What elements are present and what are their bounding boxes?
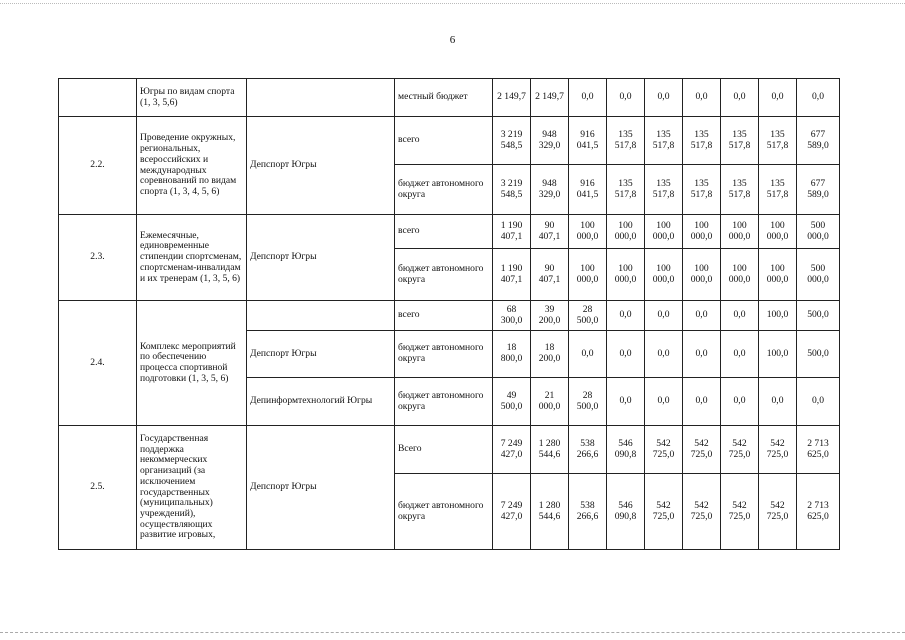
responsible-executor: Депинформтехнологий Югры xyxy=(247,378,395,426)
value-cell: 135 517,8 xyxy=(683,165,721,215)
value-cell: 0,0 xyxy=(759,378,797,426)
value-cell: 49 500,0 xyxy=(493,378,531,426)
event-name: Комплекс мероприятий по обеспечению процесса спортивной подготовки (1, 3, 5, 6) xyxy=(137,301,247,426)
funding-source: бюджет автономного округа xyxy=(395,378,493,426)
value-cell: 90 407,1 xyxy=(531,215,569,249)
budget-table xyxy=(58,78,840,550)
value-cell: 100 000,0 xyxy=(683,215,721,249)
value-cell: 0,0 xyxy=(569,331,607,378)
value-cell: 0,0 xyxy=(645,79,683,117)
value-cell: 135 517,8 xyxy=(759,117,797,165)
value-cell: 135 517,8 xyxy=(721,117,759,165)
funding-source: всего xyxy=(395,301,493,331)
value-cell: 0,0 xyxy=(607,378,645,426)
row-number: 2.3. xyxy=(59,215,137,301)
responsible-executor: Депспорт Югры xyxy=(247,331,395,378)
value-cell: 100 000,0 xyxy=(759,249,797,301)
page-number: 6 xyxy=(449,34,456,46)
value-cell: 0,0 xyxy=(645,378,683,426)
table-row xyxy=(59,301,840,331)
value-cell: 542 725,0 xyxy=(759,426,797,474)
value-cell: 21 000,0 xyxy=(531,378,569,426)
value-cell: 135 517,8 xyxy=(721,165,759,215)
value-cell: 916 041,5 xyxy=(569,117,607,165)
funding-source: бюджет автономного округа xyxy=(395,331,493,378)
value-cell: 100 000,0 xyxy=(721,249,759,301)
value-cell: 100 000,0 xyxy=(759,215,797,249)
value-cell: 0,0 xyxy=(797,79,840,117)
value-cell: 0,0 xyxy=(683,301,721,331)
value-cell: 1 190 407,1 xyxy=(493,249,531,301)
value-cell: 100 000,0 xyxy=(683,249,721,301)
value-cell: 7 249 427,0 xyxy=(493,474,531,550)
value-cell: 3 219 548,5 xyxy=(493,117,531,165)
value-cell: 2 713 625,0 xyxy=(797,474,840,550)
value-cell: 135 517,8 xyxy=(607,117,645,165)
value-cell: 135 517,8 xyxy=(683,117,721,165)
value-cell: 0,0 xyxy=(607,331,645,378)
table-row xyxy=(59,117,840,165)
value-cell: 542 725,0 xyxy=(683,474,721,550)
value-cell: 916 041,5 xyxy=(569,165,607,215)
row-number: 2.5. xyxy=(59,426,137,550)
value-cell: 1 190 407,1 xyxy=(493,215,531,249)
value-cell: 18 800,0 xyxy=(493,331,531,378)
value-cell: 0,0 xyxy=(683,378,721,426)
value-cell: 0,0 xyxy=(797,378,840,426)
value-cell: 500 000,0 xyxy=(797,215,840,249)
value-cell: 100 000,0 xyxy=(645,249,683,301)
responsible-executor: Депспорт Югры xyxy=(247,117,395,215)
row-number: 2.4. xyxy=(59,301,137,426)
value-cell: 0,0 xyxy=(721,301,759,331)
value-cell: 948 329,0 xyxy=(531,117,569,165)
value-cell: 39 200,0 xyxy=(531,301,569,331)
responsible-executor xyxy=(247,301,395,331)
value-cell: 7 249 427,0 xyxy=(493,426,531,474)
value-cell: 100 000,0 xyxy=(569,215,607,249)
table-row xyxy=(59,79,840,117)
row-number xyxy=(59,79,137,117)
value-cell: 1 280 544,6 xyxy=(531,426,569,474)
row-number: 2.2. xyxy=(59,117,137,215)
event-name: Государственная поддержка некоммерческих организаций (за исключением государственных (муниципальных) учреждений), осуществляющих развитие игровых, xyxy=(137,426,247,550)
value-cell: 542 725,0 xyxy=(683,426,721,474)
value-cell: 0,0 xyxy=(721,331,759,378)
value-cell: 0,0 xyxy=(683,331,721,378)
value-cell: 0,0 xyxy=(721,378,759,426)
value-cell: 68 300,0 xyxy=(493,301,531,331)
scan-edge-bottom xyxy=(0,632,905,633)
value-cell: 538 266,6 xyxy=(569,426,607,474)
value-cell: 0,0 xyxy=(759,79,797,117)
value-cell: 0,0 xyxy=(607,79,645,117)
value-cell: 948 329,0 xyxy=(531,165,569,215)
scan-edge-top xyxy=(0,3,905,4)
value-cell: 0,0 xyxy=(569,79,607,117)
value-cell: 2 149,7 xyxy=(493,79,531,117)
value-cell: 18 200,0 xyxy=(531,331,569,378)
value-cell: 500,0 xyxy=(797,331,840,378)
value-cell: 100,0 xyxy=(759,331,797,378)
funding-source: всего xyxy=(395,117,493,165)
value-cell: 28 500,0 xyxy=(569,301,607,331)
value-cell: 0,0 xyxy=(645,301,683,331)
value-cell: 500 000,0 xyxy=(797,249,840,301)
value-cell: 677 589,0 xyxy=(797,165,840,215)
value-cell: 100 000,0 xyxy=(607,215,645,249)
value-cell: 542 725,0 xyxy=(721,426,759,474)
value-cell: 0,0 xyxy=(721,79,759,117)
value-cell: 538 266,6 xyxy=(569,474,607,550)
value-cell: 100 000,0 xyxy=(607,249,645,301)
value-cell: 542 725,0 xyxy=(721,474,759,550)
value-cell: 135 517,8 xyxy=(607,165,645,215)
value-cell: 3 219 548,5 xyxy=(493,165,531,215)
responsible-executor: Депспорт Югры xyxy=(247,215,395,301)
value-cell: 546 090,8 xyxy=(607,474,645,550)
value-cell: 677 589,0 xyxy=(797,117,840,165)
value-cell: 2 149,7 xyxy=(531,79,569,117)
value-cell: 542 725,0 xyxy=(645,426,683,474)
funding-source: бюджет автономного округа xyxy=(395,249,493,301)
funding-source: всего xyxy=(395,215,493,249)
value-cell: 542 725,0 xyxy=(645,474,683,550)
value-cell: 0,0 xyxy=(645,331,683,378)
table-row xyxy=(59,426,840,474)
value-cell: 0,0 xyxy=(683,79,721,117)
value-cell: 90 407,1 xyxy=(531,249,569,301)
value-cell: 100,0 xyxy=(759,301,797,331)
value-cell: 100 000,0 xyxy=(721,215,759,249)
responsible-executor xyxy=(247,79,395,117)
value-cell: 100 000,0 xyxy=(569,249,607,301)
value-cell: 500,0 xyxy=(797,301,840,331)
value-cell: 135 517,8 xyxy=(645,165,683,215)
value-cell: 100 000,0 xyxy=(645,215,683,249)
value-cell: 135 517,8 xyxy=(645,117,683,165)
value-cell: 546 090,8 xyxy=(607,426,645,474)
value-cell: 2 713 625,0 xyxy=(797,426,840,474)
table-row xyxy=(59,215,840,249)
event-name: Проведение окружных, региональных, всероссийских и международных соревнований по видам спорта (1, 3, 4, 5, 6) xyxy=(137,117,247,215)
event-name: Югры по видам спорта (1, 3, 5,6) xyxy=(137,79,247,117)
responsible-executor: Депспорт Югры xyxy=(247,426,395,550)
value-cell: 0,0 xyxy=(607,301,645,331)
funding-source: бюджет автономного округа xyxy=(395,165,493,215)
value-cell: 542 725,0 xyxy=(759,474,797,550)
funding-source: местный бюджет xyxy=(395,79,493,117)
event-name: Ежемесячные, единовременные стипендии спортсменам, спортсменам-инвалидам и их тренерам (1, 3, 5, 6) xyxy=(137,215,247,301)
funding-source: бюджет автономного округа xyxy=(395,474,493,550)
funding-source: Всего xyxy=(395,426,493,474)
value-cell: 28 500,0 xyxy=(569,378,607,426)
value-cell: 1 280 544,6 xyxy=(531,474,569,550)
value-cell: 135 517,8 xyxy=(759,165,797,215)
